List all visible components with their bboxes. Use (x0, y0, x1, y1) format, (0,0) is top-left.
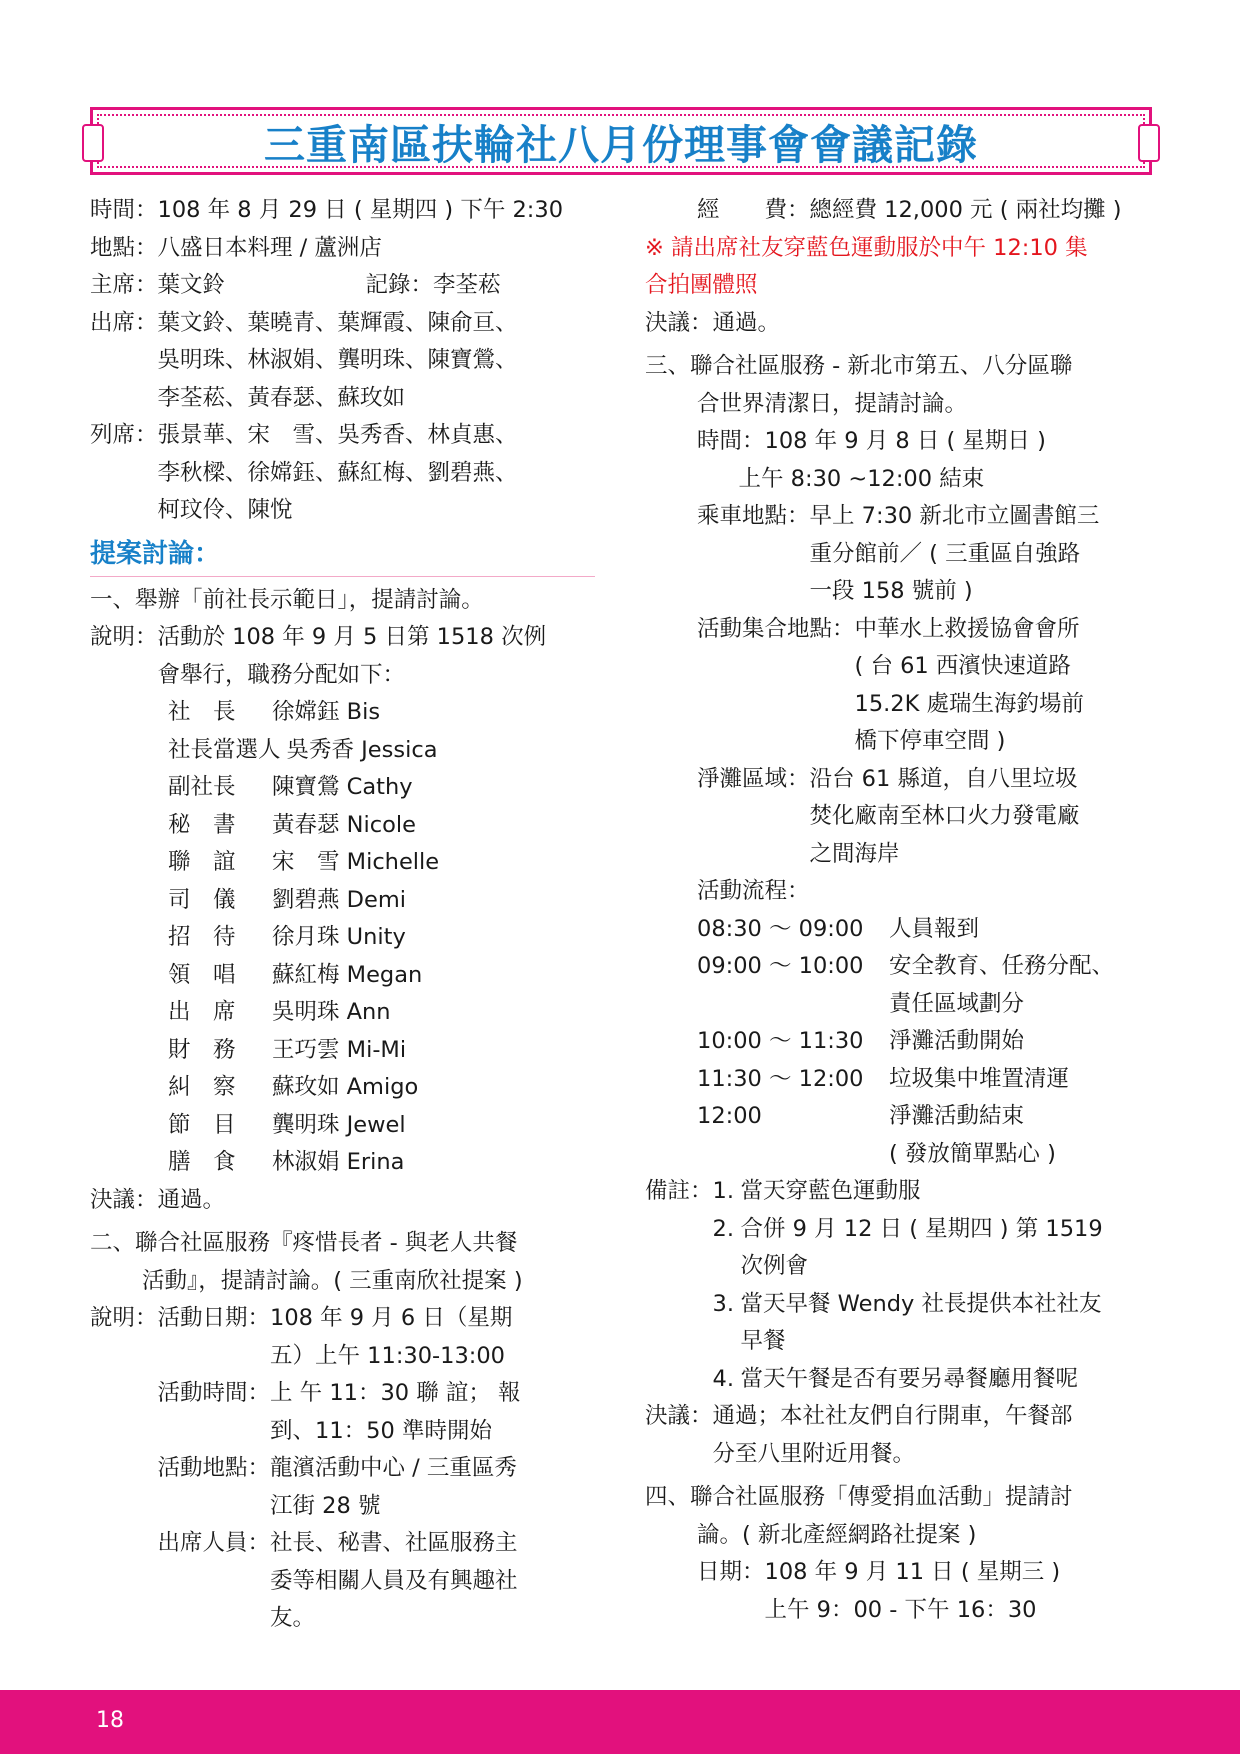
role-row: 領 唱 蘇紅梅 Megan (168, 961, 423, 988)
schedule-row: 08:30 ～ 09:00 人員報到 (697, 915, 980, 942)
item4-title: 四、聯合社區服務「傳愛捐血活動」提請討 論。( 新北產經網路社提案 ) (645, 1484, 1073, 1548)
attendees: 出席： 葉文鈴、葉曉青、葉輝霞、陳俞亘、 吳明珠、林淑娟、龔明珠、陳寶鶯、 李荃菘、黃春瑟、蘇玫如 (90, 309, 518, 411)
role-row: 糾 察 蘇玫如 Amigo (168, 1074, 419, 1100)
item2-title: 二、聯合社區服務『疼惜長者 - 與老人共餐 活動』，提請討論。( 三重南欣社提案 ) (90, 1230, 523, 1294)
schedule-row: 11:30 ～ 12:00 垃圾集中堆置清運 (697, 1065, 1070, 1092)
title-banner (90, 107, 1152, 175)
observers: 列席： 張景華、宋 雪、吳秀香、林貞惠、 李秋樑、徐嫦鈺、蘇紅梅、劉碧燕、 柯玟伶、陳悅 (90, 422, 518, 523)
role-row: 社 長 徐嫦鈺 Bis (168, 699, 381, 725)
item2-fee: 經 費： 總經費 12,000 元 ( 兩社均攤 ) (697, 197, 1122, 223)
left-column (90, 192, 595, 1638)
item1-description: 說明： 活動於 108 年 9 月 5 日第 1518 次例 會舉行，職務分配如下： (90, 624, 547, 688)
role-row: 招 待 徐月珠 Unity (168, 924, 406, 950)
item3-gathering: 活動集合地點： 中華水上救援協會會所 ( 台 61 西濱快速道路 15.2K 處瑞生海釣場前 橋下停車空間 ) (697, 615, 1085, 754)
role-row: 出 席 吳明珠 Ann (168, 999, 391, 1025)
role-row: 節 目 龔明珠 Jewel (168, 1111, 406, 1138)
role-list (90, 694, 595, 1182)
meeting-time: 時間： 108 年 8 月 29 日 ( 星期四 ) 下午 2:30 (90, 197, 564, 223)
page-title: 三重南區扶輪社八月份理事會會議記錄 (264, 120, 978, 169)
meeting-recorder: 記錄：李荃菘 (365, 272, 501, 298)
schedule-row: 09:00 ～ 10:00 安全教育、任務分配、 責任區域劃分 (697, 953, 1115, 1017)
schedule-row: 12:00 淨灘活動結束 ( 發放簡單點心 ) (697, 1103, 1056, 1167)
item3-area: 淨灘區域： 沿台 61 縣道，自八里垃圾 焚化廠南至林口火力發電廠 之間海岸 (697, 765, 1080, 867)
item4-date: 日期： 108 年 9 月 11 日 ( 星期三 ) 上午 9：00 - 下午 16：30 (697, 1559, 1061, 1623)
item2-note: ※ 請出席社友穿藍色運動服於中午 12:10 集 合拍團體照 (645, 234, 1088, 298)
item1-title: 一、舉辦「前社長示範日」，提請討論。 (90, 586, 484, 613)
role-row: 副社長 陳寶鶯 Cathy (168, 774, 413, 800)
item3-bus: 乘車地點： 早上 7:30 新北市立圖書館三 重分館前／ ( 三重區自強路 一段 158 號前 ) (697, 503, 1100, 604)
item3-title: 三、聯合社區服務 - 新北市第五、八分區聯 合世界清潔日，提請討論。 (645, 353, 1073, 417)
role-row: 社長當選人 吳秀香 Jessica (168, 736, 438, 763)
role-row: 膳 食 林淑娟 Erina (168, 1149, 405, 1175)
role-row: 聯 誼 宋 雪 Michelle (168, 849, 440, 875)
role-row: 司 儀 劉碧燕 Demi (168, 886, 406, 913)
meeting-place: 地點： 八盛日本料理 / 蘆洲店 (90, 234, 382, 261)
role-row: 財 務 王巧雲 Mi-Mi (168, 1036, 407, 1063)
item2-description: 說明： 活動日期： 108 年 9 月 6 日（星期 五）上午 11:30-13:00 活動時間： 上 午 11：30 聯 誼； 報 到、11：50 準時開始 活動地點： 龍濱活動中心 / 三重區秀 江街 28 號 出席人員： 社長、秘書、社區服務主 委等相關人員及有興趣社 友。 (90, 1305, 521, 1631)
item3-schedule (645, 911, 1155, 1174)
right-column (645, 192, 1155, 1629)
item3-time: 時間： 108 年 9 月 8 日 ( 星期日 ) 上午 8:30 ~12:00 結束 (697, 428, 1046, 492)
item3-flow-label: 活動流程： (697, 878, 810, 904)
item1-resolution: 決議： 通過。 (90, 1186, 226, 1213)
page-number: 18 (96, 1708, 124, 1733)
role-row: 秘 書 黃春瑟 Nicole (168, 811, 416, 838)
meeting-chair: 主席： 葉文鈴 記錄：李荃菘 (90, 267, 595, 305)
item3-resolution: 決議： 通過；本社社友們自行開車，午餐部 分至八里附近用餐。 (645, 1403, 1073, 1467)
item3-remarks: 備註： 1. 當天穿藍色運動服 2. 合併 9 月 12 日 ( 星期四 ) 第 1519 次例會 3. 當天早餐 Wendy 社長提供本社社友 早餐 4. 當天午餐是否有要另尋餐廳用餐呢 (645, 1178, 1103, 1392)
discussion-heading: 提案討論： (90, 534, 595, 577)
item2-resolution: 決議： 通過。 (645, 309, 781, 336)
schedule-row: 10:00 ～ 11:30 淨灘活動開始 (697, 1028, 1025, 1054)
footer-bar (0, 1690, 1240, 1754)
